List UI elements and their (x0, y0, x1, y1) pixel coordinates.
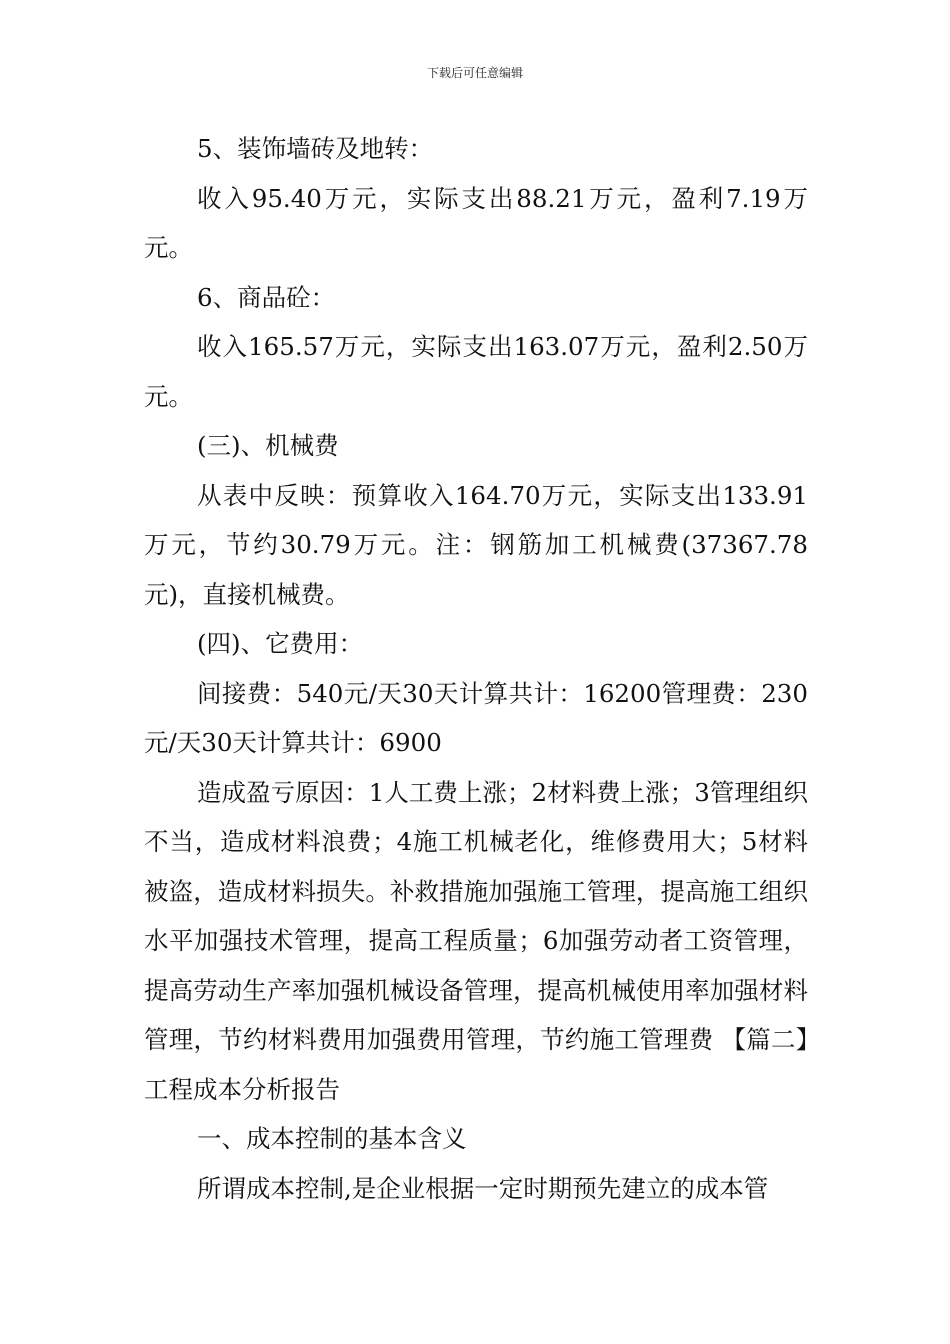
paragraph: 从表中反映：预算收入164.70万元，实际支出133.91万元，节约30.79万元。注：钢筋加工机械费(37367.78元)，直接机械费。 (144, 480, 808, 609)
document-body (144, 124, 808, 1213)
paragraph: 间接费：540元/天30天计算共计：16200管理费：230元/天30天计算共计：6900 (144, 678, 808, 757)
paragraph-heading-6: 6、商品砼： (197, 282, 336, 312)
paragraph: 收入165.57万元，实际支出163.07万元，盈利2.50万元。 (144, 332, 808, 411)
paragraph-heading-5: 5、装饰墙砖及地转： (197, 134, 434, 163)
paragraph: 所谓成本控制,是企业根据一定时期预先建立的成本管 (197, 1173, 769, 1203)
section-heading-cost-control: 一、成本控制的基本含义 (197, 1124, 467, 1153)
section-heading-other-costs: (四)、它费用： (197, 629, 364, 658)
page-header: 下载后可任意编辑 (426, 66, 523, 80)
paragraph: 收入95.40万元，实际支出88.21万元，盈利7.19万元。 (144, 183, 808, 262)
section-heading-machinery: (三)、机械费 (197, 431, 339, 460)
paragraph: 造成盈亏原因：1人工费上涨；2材料费上涨；3管理组织不当，造成材料浪费；4施工机械老化，维修费用大；5材料被盗，造成材料损失。补救措施加强施工管理，提高施工组织水平加强技术管理，提高工程质量；6加强劳动者工资管理，提高劳动生产率加强机械设备管理，提高机械使用率加强材料管理，节约材料费用加强费用管理，节约施工管理费 【篇二】工程成本分析报告 (144, 777, 808, 1104)
